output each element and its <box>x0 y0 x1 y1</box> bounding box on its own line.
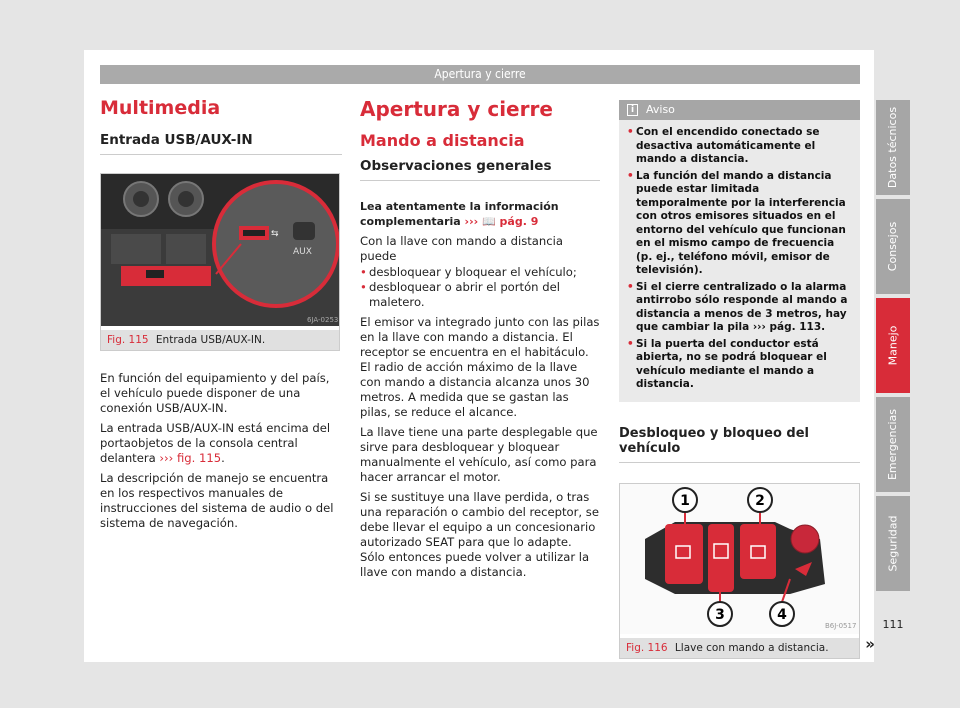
bullet-list <box>360 265 600 310</box>
tab-label: Datos técnicos <box>886 106 900 189</box>
paragraph: El emisor va integrado junto con las pilas en la llave con mando a distancia. El receptor se encuentra en el habitáculo. El radio de acción máximo de la llave con mando a distancia alcanza unos 30 metros. A medida que se gastan las pilas, se reduce el alcance. <box>360 315 600 419</box>
running-header: Apertura y cierre <box>100 65 860 84</box>
usb-aux-photo <box>101 174 339 326</box>
callout-1: 1 <box>680 492 690 509</box>
tab-consejos[interactable] <box>876 199 910 294</box>
page-title: Apertura y cierre <box>360 97 553 121</box>
list-item: • desbloquear y bloquear el vehículo; <box>360 265 600 280</box>
figure-code: B6J-0517 <box>825 621 857 630</box>
subsection-observaciones: Observaciones generales <box>360 158 600 181</box>
tab-emergencias[interactable] <box>876 397 910 492</box>
paragraph <box>100 421 342 466</box>
notice-item: • Con el encendido conectado se desactiva automáticamente el mando a distancia. <box>627 126 852 167</box>
continue-arrow: » <box>865 634 875 653</box>
book-icon: 📖 <box>482 215 496 228</box>
figure-caption <box>620 634 875 658</box>
left-column <box>100 96 342 536</box>
tab-label: Emergencias <box>886 408 900 481</box>
lead-arrow: ››› <box>464 215 479 228</box>
figure-code: 6JA-0253 <box>307 316 339 324</box>
notice-list <box>619 120 860 392</box>
lead-text <box>360 199 600 229</box>
aux-label: AUX <box>293 247 312 257</box>
list-item: • desbloquear o abrir el portón del maletero. <box>360 280 600 310</box>
info-icon: i <box>627 104 638 116</box>
figure-115 <box>100 173 340 351</box>
tab-label: Manejo <box>886 325 900 366</box>
subtitle-usb: Entrada USB/AUX-IN <box>100 132 342 155</box>
right-column <box>619 96 875 659</box>
notice-item: • La función del mando a distancia puede estar limitada temporalmente por la interferencia con otros emisores situados en el entorno del vehículo que funcionan en el mismo campo de frecuencia (p. ej., teléfono móvil, emisor de televisión). <box>627 170 852 278</box>
chapter-tabs <box>876 100 910 595</box>
paragraph: La descripción de manejo se encuentra en los respectivos manuales de instrucciones del sistema de audio o del sistema de navegación. <box>100 471 334 530</box>
paragraph-text: La entrada USB/AUX-IN está encima del portaobjetos de la consola central delantera <box>100 421 331 465</box>
callout-3: 3 <box>715 606 725 623</box>
tab-seguridad[interactable] <box>876 496 910 591</box>
page-number: 111 <box>882 618 904 631</box>
tab-label: Seguridad <box>886 515 900 572</box>
svg-text:⇆: ⇆ <box>271 229 279 239</box>
lead-page-link[interactable]: pág. 9 <box>499 215 539 228</box>
callout-4: 4 <box>777 606 787 623</box>
figure-caption-text: Entrada USB/AUX-IN. <box>155 334 266 346</box>
figure-label: Fig. 116 <box>626 641 668 654</box>
notice-item: • Si el cierre centralizado o la alarma antirrobo sólo responde al mando a distancia a menos de 3 metros, hay que cambiar la pila ››› pág. 113. <box>627 281 852 335</box>
tab-label: Consejos <box>886 221 900 272</box>
middle-column <box>360 96 600 585</box>
paragraph: Si se sustituye una llave perdida, o tras una reparación o cambio del receptor, se debe llevar el equipo a un concesionario autorizado SEAT para que lo adapte. Sólo entonces puede volver a utilizar la llave con mando a distancia. <box>360 490 599 579</box>
remote-key-photo <box>620 484 859 634</box>
figure-label: Fig. 115 <box>107 334 149 346</box>
callout-2: 2 <box>755 492 765 509</box>
figure-link[interactable]: ››› fig. 115 <box>159 451 222 465</box>
notice-item: • Si la puerta del conductor está abierta, no se podrá bloquear el vehículo mediante el mando a distancia. <box>627 338 852 392</box>
paragraph: La llave tiene una parte desplegable que sirve para desbloquear y bloquear manualmente el vehículo, así como para hacer arrancar el motor. <box>360 425 598 484</box>
figure-caption <box>101 330 339 350</box>
paragraph: Con la llave con mando a distancia puede <box>360 234 563 263</box>
tab-manejo[interactable] <box>876 298 910 393</box>
lead-text-body: Lea atentamente la información complementaria <box>360 200 559 228</box>
section-title-desbloqueo: Desbloqueo y bloqueo del vehículo <box>619 426 860 463</box>
notice-box <box>619 100 860 402</box>
notice-title: Aviso <box>646 103 675 116</box>
figure-caption-text: Llave con mando a distancia. <box>674 641 829 654</box>
tab-datos-tecnicos[interactable] <box>876 100 910 195</box>
section-title-multimedia: Multimedia <box>100 97 221 119</box>
paragraph-text: . <box>221 451 225 465</box>
section-title-mando: Mando a distancia <box>360 131 525 150</box>
notice-header <box>619 100 860 120</box>
figure-116 <box>619 483 875 659</box>
paragraph: En función del equipamiento y del país, el vehículo puede disponer de una conexión USB/AUX-IN. <box>100 371 330 415</box>
